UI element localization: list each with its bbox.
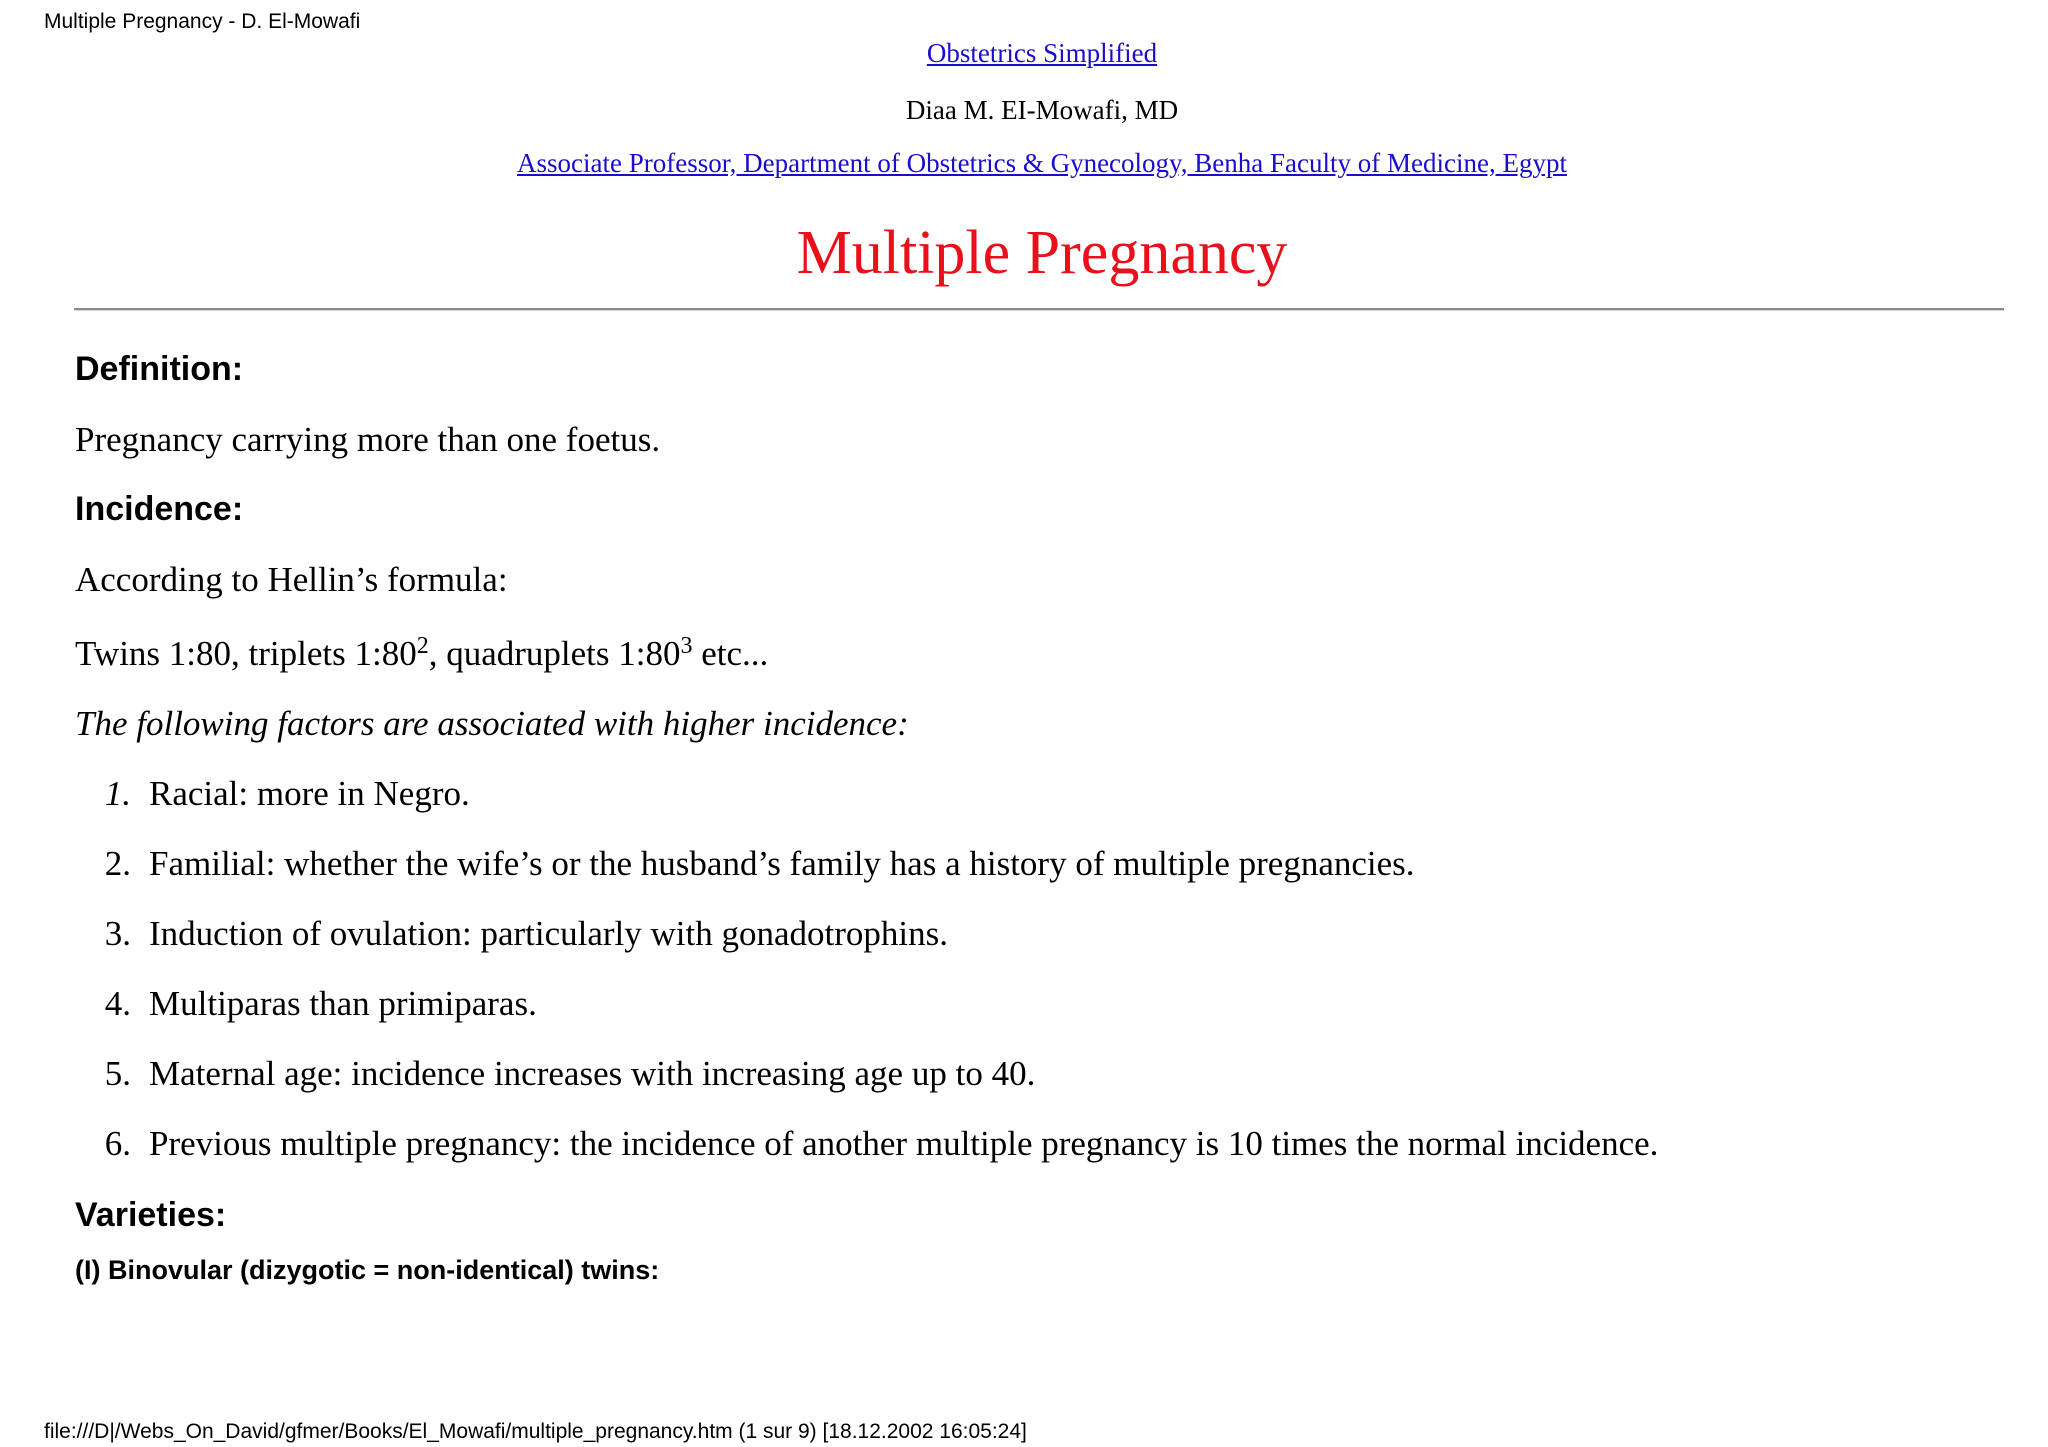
print-footer: file:///D|/Webs_On_David/gfmer/Books/El_Mowafi/multiple_pregnancy.htm (1 sur 9) [18.12.2002 16:05:24] xyxy=(44,1420,1027,1443)
affiliation-link[interactable]: Associate Professor, Department of Obstetrics & Gynecology, Benha Faculty of Medicine, Egypt xyxy=(517,148,1567,178)
definition-heading: Definition: xyxy=(75,350,244,388)
list-item xyxy=(75,1124,1658,1164)
list-text: Previous multiple pregnancy: the incidence of another multiple pregnancy is 10 times the normal incidence. xyxy=(149,1124,1659,1163)
list-item xyxy=(75,1054,1035,1094)
varieties-heading: Varieties: xyxy=(75,1196,227,1234)
list-text: Maternal age: incidence increases with increasing age up to 40. xyxy=(149,1054,1036,1093)
affiliation-line xyxy=(42,148,2042,179)
list-item xyxy=(75,844,1415,884)
list-text: Familial: whether the wife’s or the husband’s family has a history of multiple pregnancies. xyxy=(149,844,1415,883)
list-text: Multiparas than primiparas. xyxy=(149,984,537,1023)
binovular-subheading: (I) Binovular (dizygotic = non-identical) twins: xyxy=(75,1255,660,1285)
book-link-line xyxy=(42,38,2042,69)
list-item xyxy=(75,914,948,954)
list-number: 4. xyxy=(104,984,131,1023)
book-link[interactable]: Obstetrics Simplified xyxy=(926,38,1158,68)
formula-part-2: , quadruplets 1:80 xyxy=(428,634,681,673)
formula-part-3: etc... xyxy=(692,634,769,673)
definition-text: Pregnancy carrying more than one foetus. xyxy=(75,420,661,459)
factors-intro: The following factors are associated with higher incidence: xyxy=(75,704,909,743)
formula-exponent-2: 3 xyxy=(680,633,693,659)
hellin-formula xyxy=(75,634,768,674)
list-number: 5. xyxy=(104,1054,131,1093)
list-item xyxy=(75,774,470,814)
list-number: 2. xyxy=(104,844,131,883)
list-item xyxy=(75,984,537,1024)
list-text: Racial: more in Negro. xyxy=(149,774,470,813)
list-number: 6. xyxy=(104,1124,131,1163)
formula-intro: According to Hellin’s formula: xyxy=(75,560,508,599)
list-text: Induction of ovulation: particularly with gonadotrophins. xyxy=(149,914,949,953)
page-title: Multiple Pregnancy xyxy=(796,219,1288,287)
list-number: 1. xyxy=(104,774,131,813)
formula-part-1: Twins 1:80, triplets 1:80 xyxy=(75,634,417,673)
formula-exponent-1: 2 xyxy=(416,633,429,659)
incidence-heading: Incidence: xyxy=(75,490,244,528)
horizontal-rule xyxy=(74,308,2004,311)
print-header: Multiple Pregnancy - D. El-Mowafi xyxy=(44,10,361,33)
list-number: 3. xyxy=(104,914,131,953)
author-name: Diaa M. EI-Mowafi, MD xyxy=(905,95,1179,125)
